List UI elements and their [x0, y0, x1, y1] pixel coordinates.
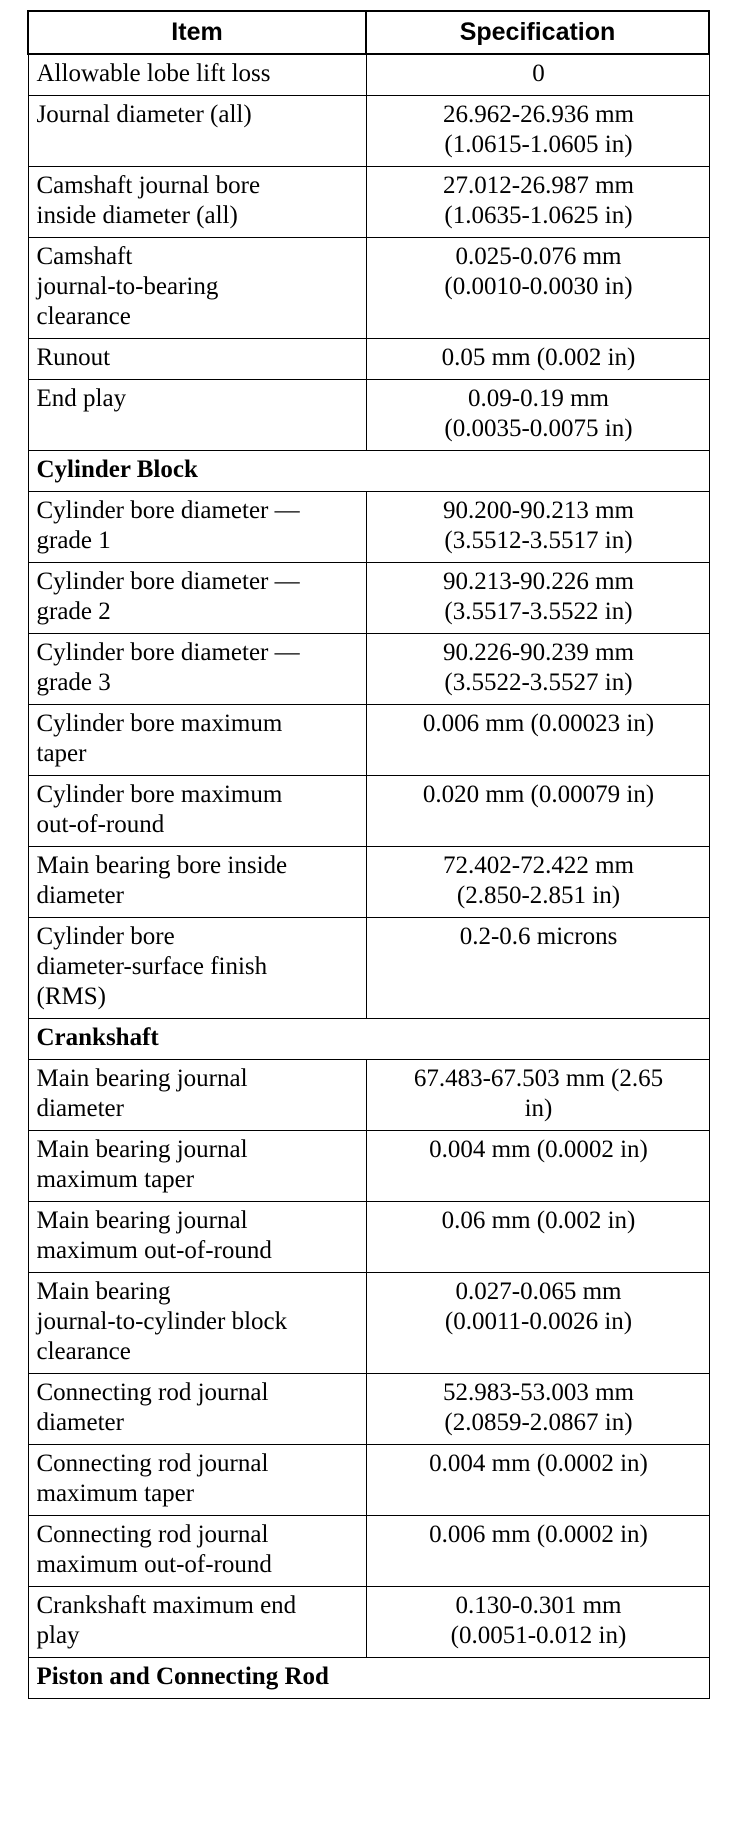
item-text-line: grade 1 [36, 526, 111, 554]
item-cell [28, 1130, 366, 1201]
specification-text-line: 90.213-90.226 mm [443, 567, 634, 595]
table-row [28, 562, 709, 633]
item-text-line: Cylinder bore [36, 922, 175, 950]
item-cell [28, 491, 366, 562]
item-cell [28, 1272, 366, 1373]
specification-cell [366, 1515, 709, 1586]
specification-table [27, 10, 710, 1699]
item-cell [28, 704, 366, 775]
specification-text-line: 0 [532, 60, 545, 87]
item-text-line: Main bearing journal [36, 1135, 248, 1163]
item-text-line: play [36, 1621, 80, 1649]
table-row [28, 166, 709, 237]
specification-cell [366, 1201, 709, 1272]
specification-cell [366, 1130, 709, 1201]
specification-text-line: 72.402-72.422 mm [443, 851, 634, 879]
table-row [28, 846, 709, 917]
table-row [28, 775, 709, 846]
specification-text-line: 27.012-26.987 mm [443, 171, 634, 199]
specification-text-line: (0.0010-0.0030 in) [444, 272, 633, 300]
table-header-row [28, 11, 709, 54]
item-text-line: Cylinder bore maximum [36, 780, 283, 808]
specification-text-line: (3.5517-3.5522 in) [444, 597, 633, 625]
specification-cell [366, 775, 709, 846]
specification-cell [366, 95, 709, 166]
item-text-line: maximum out-of-round [36, 1550, 272, 1578]
specification-cell [366, 54, 709, 95]
item-text-line: diameter [36, 881, 124, 909]
item-column-header: Item [28, 11, 366, 54]
item-text-line: inside diameter (all) [36, 201, 238, 229]
specification-cell [366, 379, 709, 450]
specification-cell [366, 704, 709, 775]
specification-text-line: 0.027-0.065 mm [455, 1277, 622, 1305]
table-row [28, 1373, 709, 1444]
specification-text-line: (2.850-2.851 in) [456, 881, 621, 909]
section-title: Cylinder Block [28, 450, 709, 491]
table-row [28, 491, 709, 562]
item-text-line: Cylinder bore diameter — [36, 638, 300, 666]
specification-text-line: 52.983-53.003 mm [443, 1378, 634, 1406]
spec-sheet [27, 10, 708, 1699]
item-text-line: journal-to-bearing [36, 272, 219, 300]
item-cell [28, 1444, 366, 1515]
section-header-row [28, 1657, 709, 1698]
item-text-line: out-of-round [36, 810, 165, 838]
table-row [28, 1130, 709, 1201]
specification-text-line: 0.025-0.076 mm [455, 242, 622, 270]
item-text-line: Cylinder bore maximum [36, 709, 283, 737]
table-row [28, 1201, 709, 1272]
item-text-line: Crankshaft maximum end [36, 1591, 297, 1619]
table-body [28, 54, 709, 1698]
table-row [28, 1059, 709, 1130]
specification-cell [366, 237, 709, 338]
specification-cell [366, 1272, 709, 1373]
table-row [28, 1586, 709, 1657]
specification-text-line: 0.006 mm (0.0002 in) [429, 1520, 648, 1548]
item-text-line: End play [36, 384, 127, 412]
item-cell [28, 1515, 366, 1586]
item-text-line: Connecting rod journal [36, 1378, 269, 1406]
specification-text-line: 90.200-90.213 mm [443, 496, 634, 524]
item-text-line: maximum taper [36, 1479, 195, 1507]
specification-text-line: (0.0011-0.0026 in) [444, 1307, 633, 1335]
item-cell [28, 1373, 366, 1444]
item-text-line: diameter-surface finish [36, 952, 268, 980]
specification-cell [366, 1444, 709, 1515]
item-text-line: maximum taper [36, 1165, 195, 1193]
specification-text-line: (0.0051-0.012 in) [450, 1621, 627, 1649]
table-row [28, 379, 709, 450]
item-text-line: maximum out-of-round [36, 1236, 272, 1264]
specification-text-line: in) [524, 1094, 553, 1122]
table-row [28, 237, 709, 338]
specification-column-header: Specification [366, 11, 709, 54]
table-row [28, 917, 709, 1018]
item-text-line: grade 3 [36, 668, 111, 696]
item-text-line: Main bearing journal [36, 1206, 248, 1234]
specification-text-line: 0.130-0.301 mm [455, 1591, 622, 1619]
item-text-line: Camshaft journal bore [36, 171, 261, 199]
item-cell [28, 633, 366, 704]
table-row [28, 95, 709, 166]
item-text-line: Main bearing bore inside [36, 851, 288, 879]
section-title: Crankshaft [28, 1018, 709, 1059]
specification-text-line: (0.0035-0.0075 in) [444, 414, 633, 442]
item-text-line: Journal diameter (all) [36, 100, 252, 128]
specification-text-line: (3.5512-3.5517 in) [444, 526, 633, 554]
specification-text-line: 0.004 mm (0.0002 in) [429, 1135, 648, 1163]
table-row [28, 338, 709, 379]
specification-text-line: 26.962-26.936 mm [443, 100, 634, 128]
section-title: Piston and Connecting Rod [28, 1657, 709, 1698]
item-text-line: diameter [36, 1094, 124, 1122]
specification-cell [366, 491, 709, 562]
specification-text-line: 0.05 mm (0.002 in) [441, 343, 636, 371]
item-text-line: Camshaft [36, 242, 133, 270]
item-cell [28, 166, 366, 237]
item-cell [28, 1586, 366, 1657]
item-text-line: Runout [36, 343, 111, 371]
specification-text-line: (3.5522-3.5527 in) [444, 668, 633, 696]
item-cell [28, 846, 366, 917]
item-text-line: Main bearing [36, 1277, 171, 1305]
item-text-line: journal-to-cylinder block [36, 1307, 288, 1335]
table-row [28, 1444, 709, 1515]
table-row [28, 704, 709, 775]
specification-text-line: 90.226-90.239 mm [443, 638, 634, 666]
specification-cell [366, 562, 709, 633]
item-text-line: diameter [36, 1408, 124, 1436]
specification-cell [366, 633, 709, 704]
specification-text-line: 0.2-0.6 microns [459, 922, 618, 950]
item-text-line: Main bearing journal [36, 1064, 248, 1092]
item-text-line: Connecting rod journal [36, 1520, 269, 1548]
item-text-line: clearance [36, 1337, 131, 1365]
specification-cell [366, 1586, 709, 1657]
specification-text-line: 0.09-0.19 mm [468, 384, 609, 412]
section-header-row [28, 1018, 709, 1059]
item-text-line: Allowable lobe lift loss [36, 60, 271, 87]
table-row [28, 1515, 709, 1586]
specification-text-line: 0.06 mm (0.002 in) [441, 1206, 636, 1234]
specification-text-line: (1.0615-1.0605 in) [444, 130, 633, 158]
item-text-line: grade 2 [36, 597, 111, 625]
item-text-line: Cylinder bore diameter — [36, 496, 300, 524]
specification-text-line: (1.0635-1.0625 in) [444, 201, 633, 229]
section-header-row [28, 450, 709, 491]
item-cell [28, 379, 366, 450]
specification-cell [366, 846, 709, 917]
specification-cell [366, 917, 709, 1018]
specification-text-line: (2.0859-2.0867 in) [444, 1408, 633, 1436]
item-cell [28, 338, 366, 379]
item-cell [28, 1059, 366, 1130]
item-text-line: Cylinder bore diameter — [36, 567, 300, 595]
specification-text-line: 0.006 mm (0.00023 in) [422, 709, 655, 737]
table-row [28, 54, 709, 95]
specification-text-line: 0.020 mm (0.00079 in) [422, 780, 655, 808]
item-cell [28, 1201, 366, 1272]
item-text-line: (RMS) [36, 982, 106, 1010]
item-cell [28, 562, 366, 633]
specification-cell [366, 166, 709, 237]
item-text-line: taper [36, 739, 87, 767]
specification-text-line: 67.483-67.503 mm (2.65 [413, 1064, 664, 1092]
item-cell [28, 917, 366, 1018]
item-text-line: Connecting rod journal [36, 1449, 269, 1477]
item-text-line: clearance [36, 302, 131, 330]
table-row [28, 1272, 709, 1373]
item-cell [28, 54, 366, 95]
item-cell [28, 95, 366, 166]
item-cell [28, 237, 366, 338]
specification-cell [366, 338, 709, 379]
specification-cell [366, 1373, 709, 1444]
specification-text-line: 0.004 mm (0.0002 in) [429, 1449, 648, 1477]
item-cell [28, 775, 366, 846]
specification-cell [366, 1059, 709, 1130]
table-row [28, 633, 709, 704]
